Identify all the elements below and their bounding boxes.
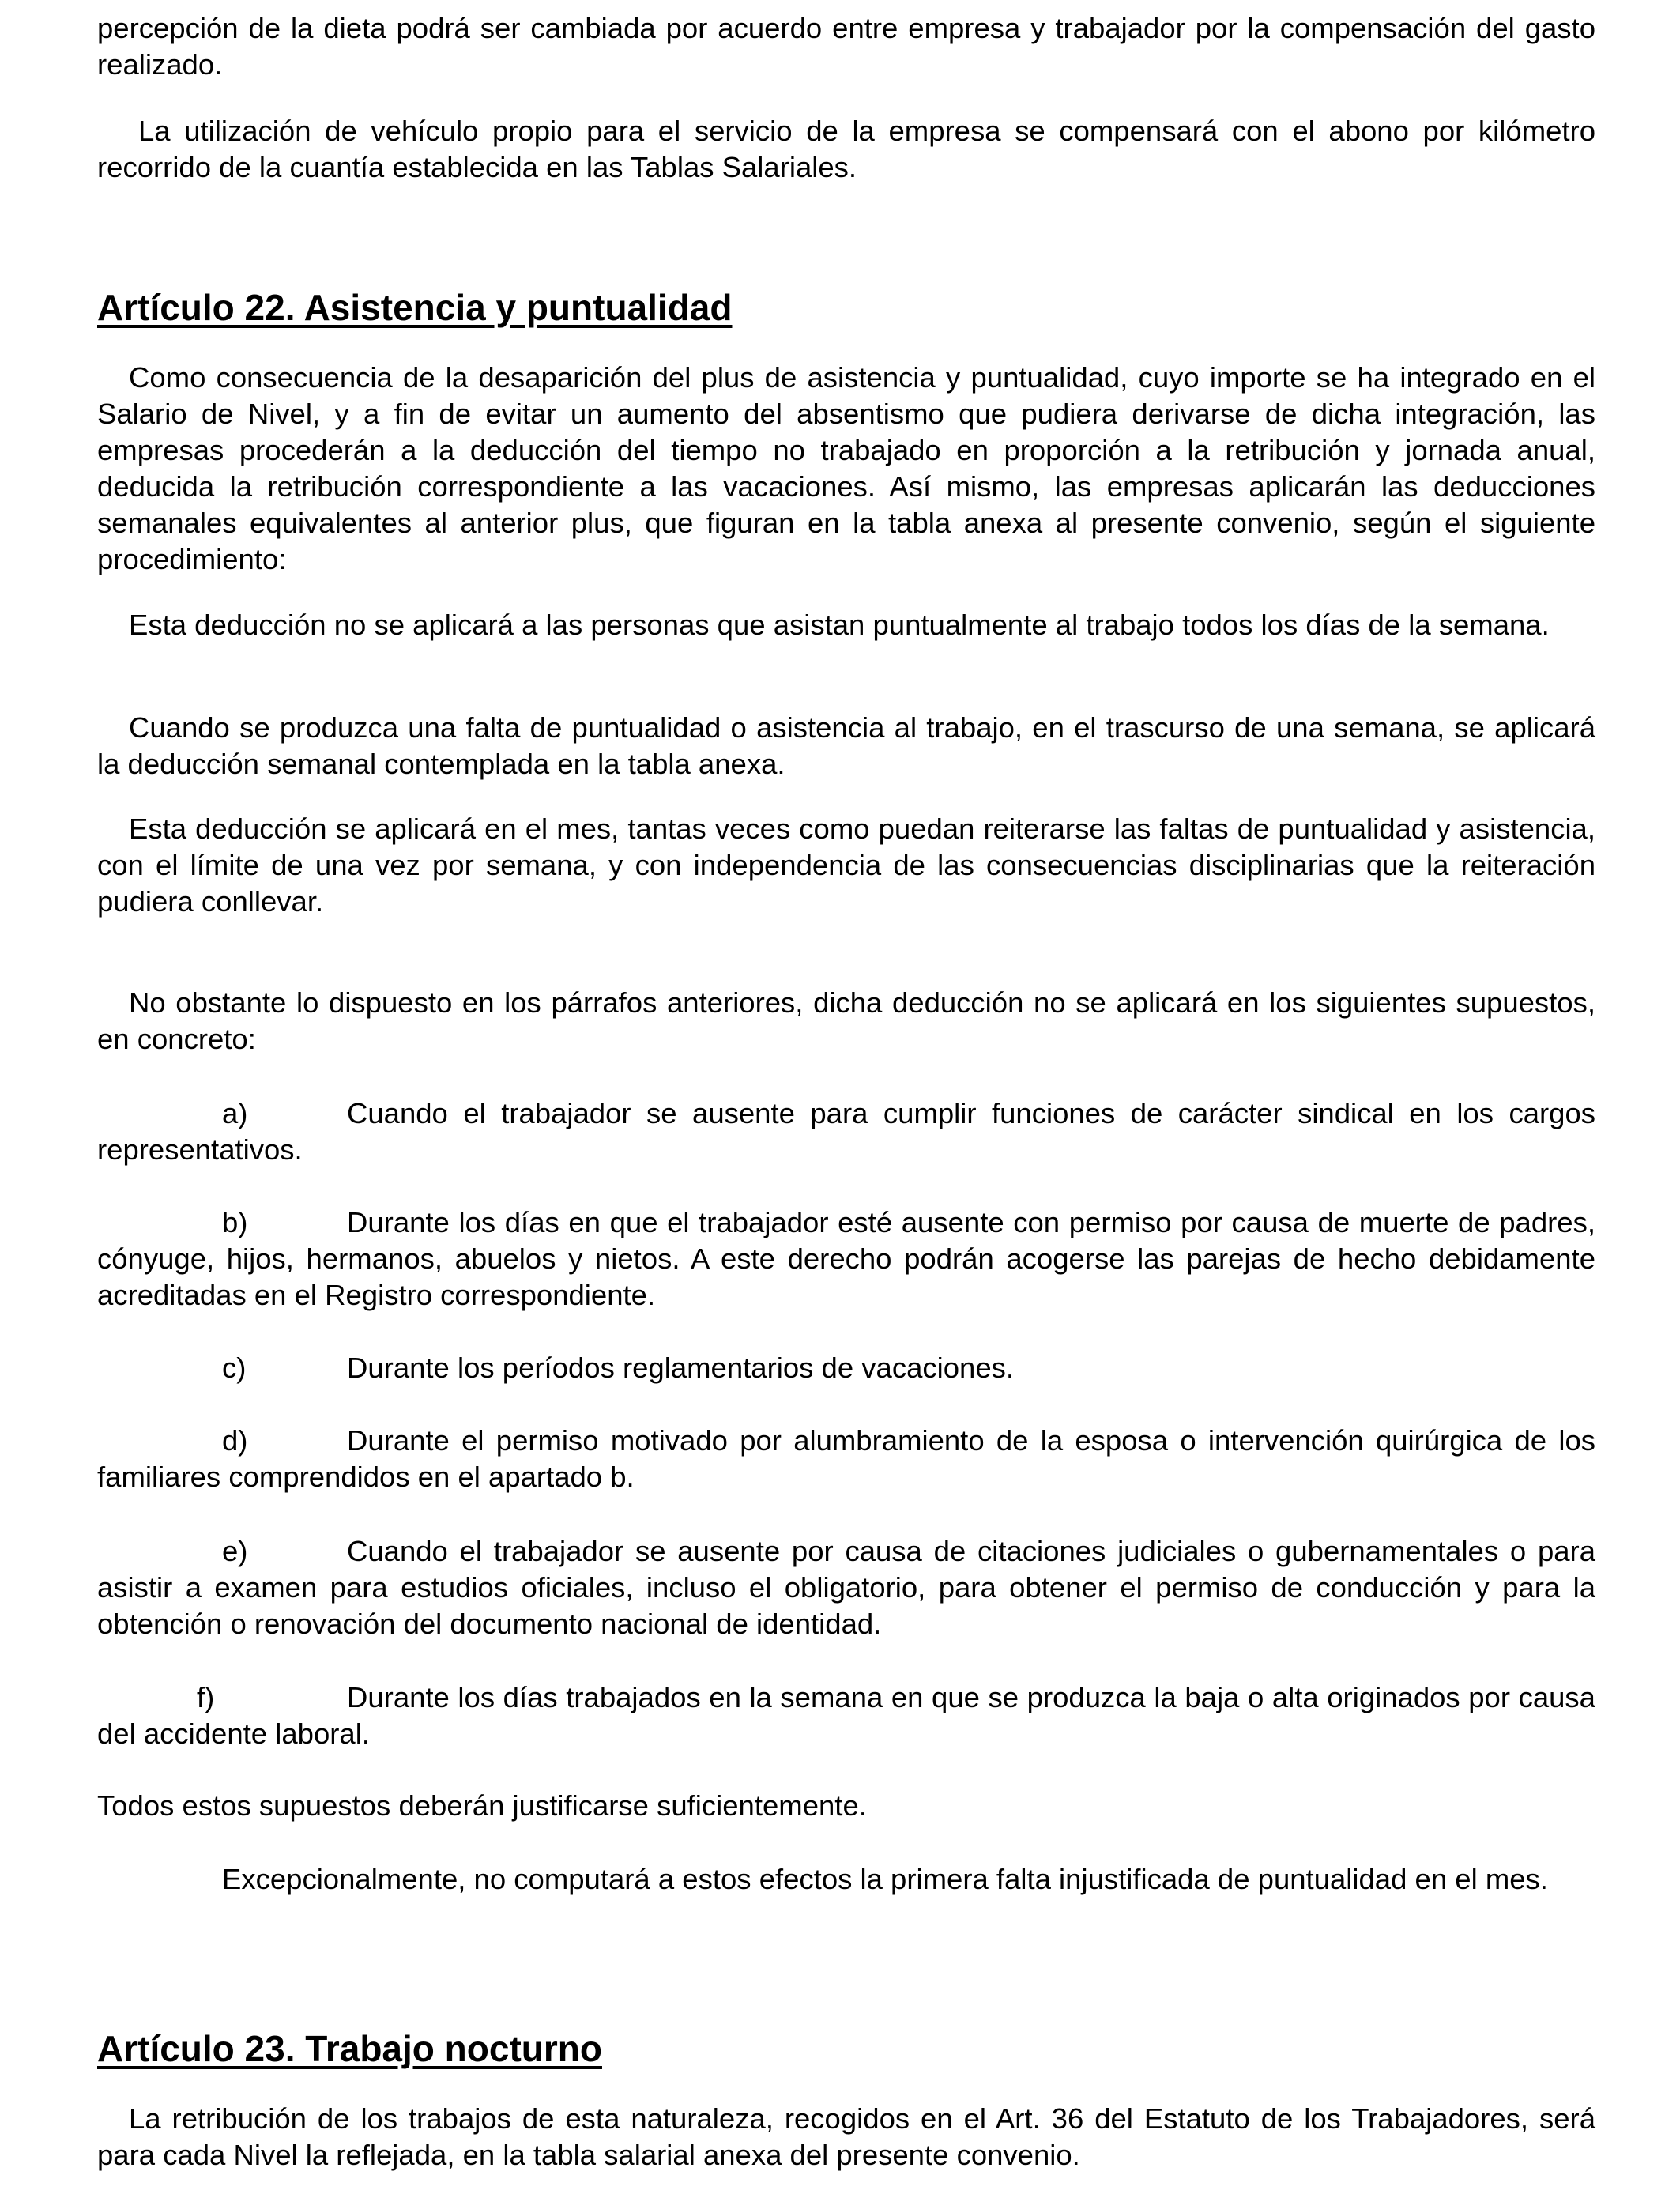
list-marker-f: f) bbox=[197, 1681, 215, 1713]
article-22-exception bbox=[97, 1861, 1595, 1898]
list-item-c bbox=[97, 1350, 1595, 1386]
article-22-exception-text: Excepcionalmente, no computará a estos efectos la primera falta injustificada de puntualidad en el mes. bbox=[222, 1863, 1548, 1895]
article-22-paragraph-4: Esta deducción se aplicará en el mes, tantas veces como puedan reiterarse las faltas de puntualidad y asistencia, con el límite de una vez por semana, y con independencia de las consecuencias disciplinarias que la reiteración pudiera conllevar. bbox=[97, 812, 1595, 918]
list-text-c: Durante los períodos reglamentarios de vacaciones. bbox=[347, 1351, 1015, 1384]
list-marker-b: b) bbox=[222, 1206, 248, 1238]
list-item-d bbox=[97, 1423, 1595, 1495]
article-22-paragraph-1: Como consecuencia de la desaparición del plus de asistencia y puntualidad, cuyo importe se ha integrado en el Salario de Nivel, y a fin de evitar un aumento del absentismo que pudiera derivarse de dicha integración, las empresas procederán a la deducción del tiempo no trabajado en proporción a la retribución y jornada anual, deducida la retribución correspondiente a las vacaciones. Así mismo, las empresas aplicarán las deducciones semanales equivalentes al anterior plus, que figuran en la tabla anexa al presente convenio, según el siguiente procedimiento: bbox=[97, 361, 1595, 575]
paragraph-vehiculo: La utilización de vehículo propio para el servicio de la empresa se compensará con el abono por kilómetro recorrido de la cuantía establecida en las Tablas Salariales. bbox=[97, 115, 1595, 183]
list-text-a: Cuando el trabajador se ausente para cumplir funciones de carácter sindical en los cargos representativos. bbox=[97, 1097, 1595, 1166]
article-22-heading: Artículo 22. Asistencia y puntualidad bbox=[97, 287, 733, 328]
list-marker-c: c) bbox=[222, 1351, 247, 1384]
list-marker-d: d) bbox=[222, 1424, 248, 1457]
list-text-b: Durante los días en que el trabajador esté ausente con permiso por causa de muerte de padres, cónyuge, hijos, hermanos, abuelos y nietos. A este derecho podrán acogerse las parejas de hecho debidamente acreditadas en el Registro correspondiente. bbox=[97, 1206, 1595, 1311]
list-text-d: Durante el permiso motivado por alumbramiento de la esposa o intervención quirúrgica de los familiares comprendidos en el apartado b. bbox=[97, 1424, 1595, 1493]
list-text-e: Cuando el trabajador se ausente por causa de citaciones judiciales o gubernamentales o para asistir a examen para estudios oficiales, incluso el obligatorio, para obtener el permiso de conducción y para la obtención o renovación del documento nacional de identidad. bbox=[97, 1535, 1595, 1640]
article-22-closing: Todos estos supuestos deberán justificarse suficientemente. bbox=[97, 1789, 867, 1822]
list-item-b bbox=[97, 1204, 1595, 1314]
list-marker-a: a) bbox=[222, 1097, 248, 1129]
article-23-heading: Artículo 23. Trabajo nocturno bbox=[97, 2028, 602, 2069]
article-23-paragraph-1: La retribución de los trabajos de esta naturaleza, recogidos en el Art. 36 del Estatuto de los Trabajadores, será para cada Nivel la reflejada, en la tabla salarial anexa del presente convenio. bbox=[97, 2102, 1595, 2171]
paragraph-dieta: percepción de la dieta podrá ser cambiada por acuerdo entre empresa y trabajador por la compensación del gasto realizado. bbox=[97, 12, 1595, 81]
list-text-f: Durante los días trabajados en la semana en que se produzca la baja o alta originados por causa del accidente laboral. bbox=[97, 1681, 1595, 1750]
list-item-f bbox=[97, 1679, 1595, 1752]
article-22-paragraph-2: Esta deducción no se aplicará a las personas que asistan puntualmente al trabajo todos los días de la semana. bbox=[129, 609, 1550, 641]
article-22-paragraph-5: No obstante lo dispuesto en los párrafos anteriores, dicha deducción no se aplicará en los siguientes supuestos, en concreto: bbox=[97, 986, 1595, 1055]
list-marker-e: e) bbox=[222, 1535, 248, 1567]
list-item-e bbox=[97, 1533, 1595, 1642]
article-22-paragraph-3: Cuando se produzca una falta de puntualidad o asistencia al trabajo, en el trascurso de una semana, se aplicará la deducción semanal contemplada en la tabla anexa. bbox=[97, 711, 1595, 780]
list-item-a bbox=[97, 1095, 1595, 1168]
